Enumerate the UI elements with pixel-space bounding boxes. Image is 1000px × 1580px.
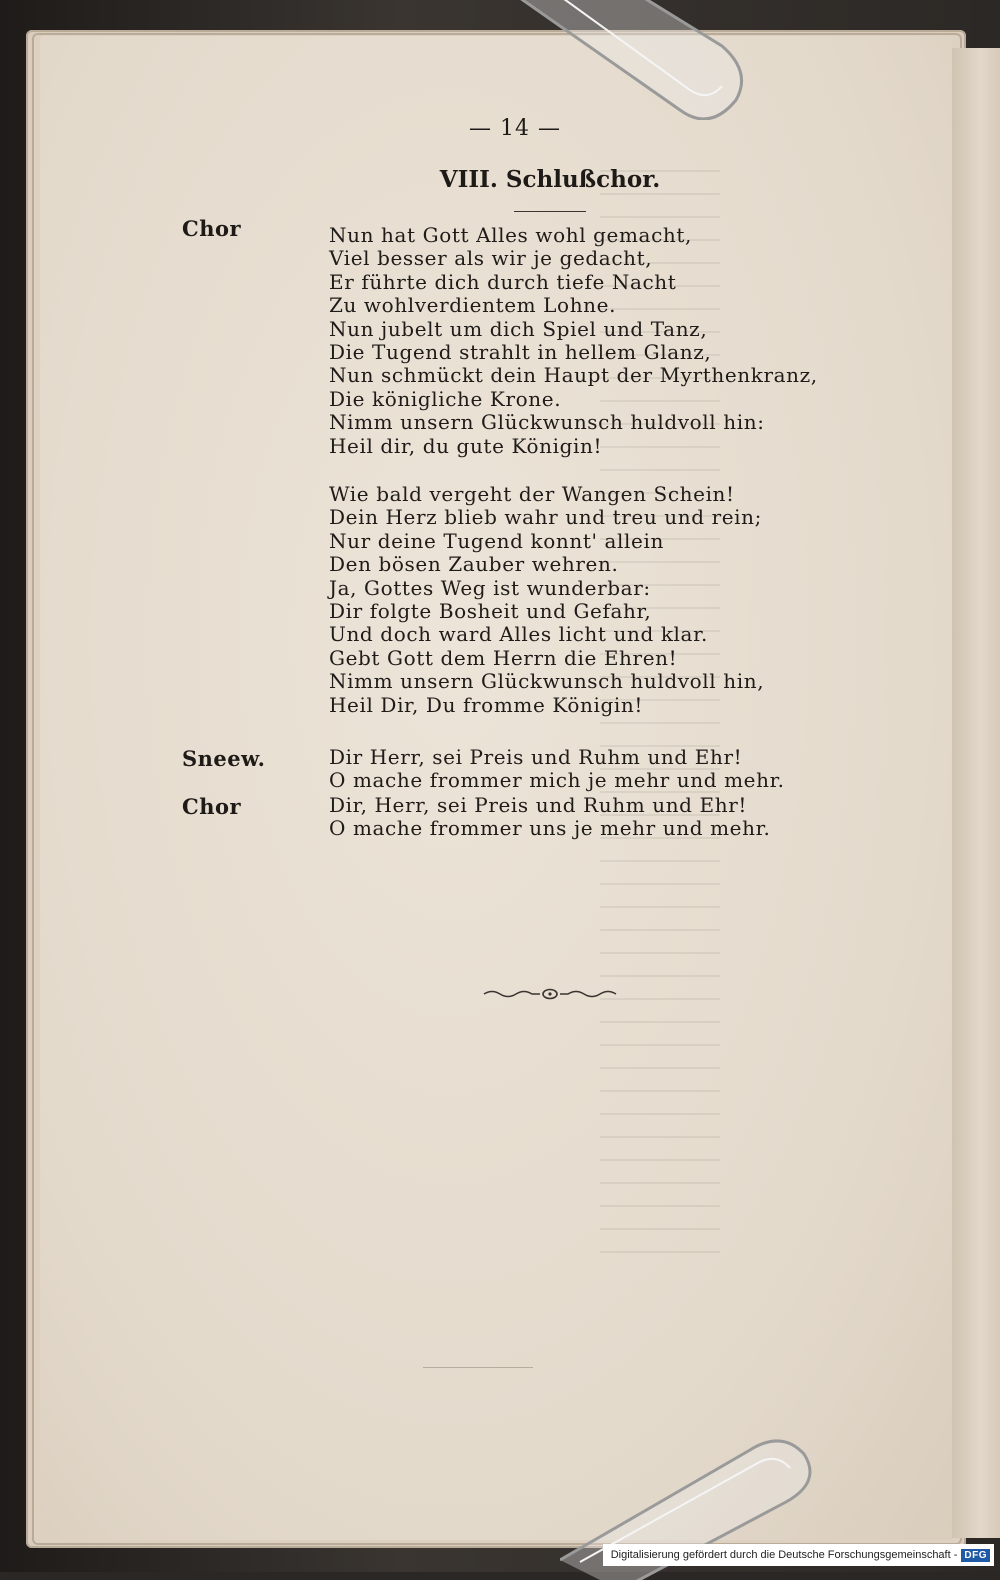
speaker-label: Chor bbox=[182, 794, 242, 819]
verse-line: Und doch ward Alles licht und klar. bbox=[329, 622, 708, 647]
verse-line: Heil dir, du gute Königin! bbox=[329, 433, 603, 458]
dfg-logo: DFG bbox=[961, 1549, 990, 1562]
verse-line: Gebt Gott dem Herrn die Ehren! bbox=[329, 645, 678, 670]
verse-line: Die Tugend strahlt in hellem Glanz, bbox=[329, 339, 712, 364]
verse-line: Nimm unsern Glückwunsch huldvoll hin, bbox=[329, 669, 765, 694]
verse-line: Dir, Herr, sei Preis und Ruhm und Ehr! bbox=[329, 793, 748, 817]
verse-line: Nur deine Tugend konnt' allein bbox=[329, 528, 664, 553]
fleuron-ornament-icon bbox=[482, 987, 618, 1001]
verse-line: Zu wohlverdientem Lohne. bbox=[329, 293, 617, 318]
facing-page-edge bbox=[952, 48, 1000, 1538]
verse-line: Dein Herz blieb wahr und treu und rein; bbox=[329, 505, 762, 530]
title-rule bbox=[514, 211, 586, 212]
verse-line: Ja, Gottes Weg ist wunderbar: bbox=[329, 575, 651, 600]
speaker-label: Sneew. bbox=[182, 746, 266, 771]
verse-line: Dir folgte Bosheit und Gefahr, bbox=[329, 598, 652, 623]
verse-line: O mache frommer mich je mehr und mehr. bbox=[329, 768, 785, 793]
verse-line: Dir Herr, sei Preis und Ruhm und Ehr! bbox=[329, 745, 743, 769]
verse-line: Nun jubelt um dich Spiel und Tanz, bbox=[329, 316, 708, 341]
verse-line: O mache frommer uns je mehr und mehr. bbox=[329, 816, 771, 841]
verse-line: Den bösen Zauber wehren. bbox=[329, 552, 619, 577]
stanza-1 bbox=[329, 224, 818, 458]
verse-line: Nun hat Gott Alles wohl gemacht, bbox=[329, 223, 692, 247]
page-number: — 14 — bbox=[469, 116, 561, 141]
credit-text: Digitalisierung gefördert durch die Deutsche Forschungsgemeinschaft - bbox=[610, 1549, 958, 1561]
verse-line: Wie bald vergeht der Wangen Schein! bbox=[329, 482, 735, 506]
section-title: VIII. Schlußchor. bbox=[439, 166, 661, 193]
verse-line: Die königliche Krone. bbox=[329, 386, 562, 411]
verse-line: Viel besser als wir je gedacht, bbox=[329, 246, 653, 271]
speaker-label: Chor bbox=[182, 216, 242, 241]
verse-line: Nun schmückt dein Haupt der Myrthenkranz, bbox=[329, 363, 818, 388]
stanza-3 bbox=[329, 746, 785, 793]
page-clip-top-icon bbox=[470, 0, 770, 120]
digitization-credit bbox=[603, 1544, 994, 1566]
bottom-rule bbox=[423, 1367, 533, 1368]
stanza-2 bbox=[329, 483, 764, 717]
verse-line: Heil Dir, Du fromme Königin! bbox=[329, 692, 643, 717]
verse-line: Nimm unsern Glückwunsch huldvoll hin: bbox=[329, 410, 765, 435]
verse-line: Er führte dich durch tiefe Nacht bbox=[329, 269, 677, 294]
stanza-4 bbox=[329, 794, 771, 841]
